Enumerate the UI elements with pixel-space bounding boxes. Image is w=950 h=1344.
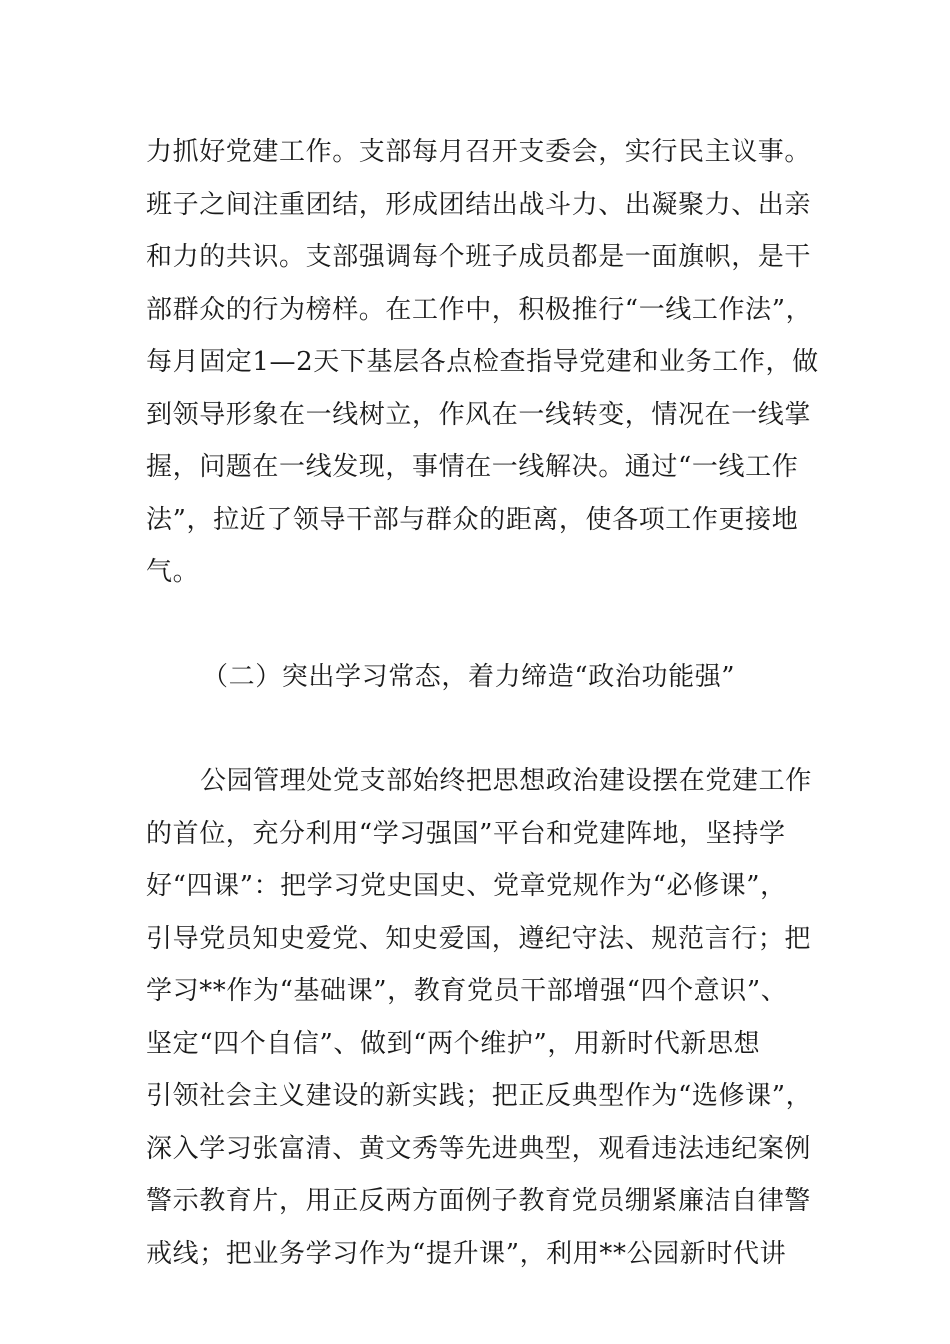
paragraph-line: 坚定“四个自信”、做到“两个维护”，用新时代新思想 [146,1028,761,1059]
paragraph-line: 戒线；把业务学习作为“提升课”，利用**公园新时代讲 [146,1238,787,1269]
paragraph-2 [146,755,813,1280]
paragraph-line: 的首位，充分利用“学习强国”平台和党建阵地，坚持学 [146,818,786,849]
paragraph-line: 每月固定1—2天下基层各点检查指导党建和业务工作，做 [146,347,819,377]
paragraph-line: 引领社会主义建设的新实践；把正反典型作为“选修课”， [146,1081,813,1111]
document-page [146,126,819,1280]
paragraph-spacer [146,703,806,755]
paragraph-line: 引导党员知史爱党、知史爱国，遵纪守法、规范言行；把 [146,923,812,954]
paragraph-line: 警示教育片，用正反两方面例子教育党员绷紧廉洁自律警 [146,1186,812,1216]
paragraph-spacer [146,599,806,651]
section-heading: （二）突出学习常态，着力缔造“政治功能强” [202,661,736,692]
paragraph-line: 班子之间注重团结，形成团结出战斗力、出凝聚力、出亲 [146,189,812,220]
paragraph-line: 好“四课”：把学习党史国史、党章党规作为“必修课”， [146,871,787,901]
paragraph-line: 深入学习张富清、黄文秀等先进典型，观看违法违纪案例 [146,1133,812,1164]
paragraph-line: 气。 [146,557,200,587]
paragraph-line: 力抓好党建工作。支部每月召开支委会，实行民主议事。 [146,137,812,167]
paragraph-line: 到领导形象在一线树立，作风在一线转变，情况在一线掌 [146,399,812,430]
paragraph-line: 和力的共识。支部强调每个班子成员都是一面旗帜，是干 [146,242,812,272]
paragraph-line: 握，问题在一线发现，事情在一线解决。通过“一线工作 [146,452,799,482]
paragraph-line: 学习**作为“基础课”，教育党员干部增强“四个意识”、 [146,976,788,1006]
paragraph-1 [146,126,819,599]
paragraph-line: 法”，拉近了领导干部与群众的距离，使各项工作更接地 [146,504,799,535]
paragraph-line: 公园管理处党支部始终把思想政治建设摆在党建工作 [200,766,812,796]
paragraph-line: 部群众的行为榜样。在工作中，积极推行“一线工作法”， [146,294,813,325]
